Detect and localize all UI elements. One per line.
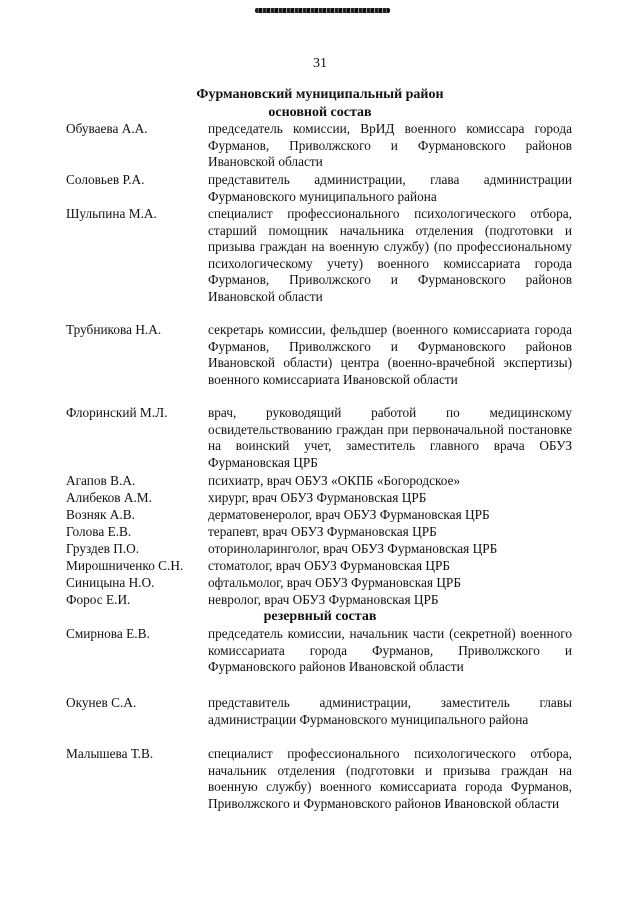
member-entry — [66, 626, 572, 676]
member-name: Алибеков А.М. — [66, 490, 152, 505]
member-entry — [66, 490, 572, 507]
member-role: специалист профессионального психологического отбора, старший помощник начальника отделения (подготовки и призыва граждан на военную службу) (по профессиональному психологическому учету) военного комиссариата города Фурманов, Приволжского и Фурмановского районов Ивановской области — [208, 206, 572, 304]
reserve-section-title: резервный состав — [263, 609, 377, 624]
member-role: врач, руководящий работой по медицинскому освидетельствованию граждан при первоначальной постановке на воинский учет, заместитель главного врача ОБУЗ Фурмановская ЦРБ — [208, 405, 572, 470]
member-entry — [66, 592, 572, 609]
member-name: Мирошниченко С.Н. — [66, 558, 184, 573]
member-name: Возняк А.В. — [66, 507, 135, 522]
main-section-title: основной состав — [268, 105, 372, 120]
member-role: представитель администрации, глава администрации Фурмановского муниципального района — [208, 172, 572, 204]
member-entry — [66, 558, 572, 575]
member-entry — [66, 206, 572, 306]
member-role: терапевт, врач ОБУЗ Фурмановская ЦРБ — [208, 524, 437, 539]
district-title: Фурмановский муниципальный район — [196, 87, 444, 102]
member-role: специалист профессионального психологического отбора, начальник отделения (подготовки и призыва граждан на военную службу) военного комиссариата города Фурманов, Приволжского и Фурмановского районов Ивановской области — [208, 746, 572, 811]
member-entry — [66, 575, 572, 592]
member-role: председатель комиссии, начальник части (секретной) военного комиссариата города Фурманов, Приволжского и Фурмановского районов Ивановской области — [208, 626, 572, 675]
member-role: председатель комиссии, ВрИД военного комиссара города Фурманов, Приволжского и Фурмановского районов Ивановской области — [208, 121, 572, 170]
member-entry — [66, 172, 572, 205]
member-name: Синицына Н.О. — [66, 575, 155, 590]
member-name: Трубникова Н.А. — [66, 322, 162, 337]
member-entry — [66, 695, 572, 728]
member-role: дерматовенеролог, врач ОБУЗ Фурмановская ЦРБ — [208, 507, 490, 522]
member-role: оториноларинголог, врач ОБУЗ Фурмановская ЦРБ — [208, 541, 498, 556]
member-entry — [66, 473, 572, 490]
member-entry — [66, 121, 572, 171]
member-name: Флоринский М.Л. — [66, 405, 168, 420]
member-name: Малышева Т.В. — [66, 746, 154, 761]
member-name: Груздев П.О. — [66, 541, 140, 556]
member-role: представитель администрации, заместитель главы администрации Фурмановского муниципального района — [208, 695, 572, 727]
member-entry — [66, 524, 572, 541]
member-name: Форос Е.И. — [66, 592, 131, 607]
scan-header-mark — [255, 8, 390, 13]
member-role: стоматолог, врач ОБУЗ Фурмановская ЦРБ — [208, 558, 451, 573]
member-entry — [66, 746, 572, 812]
member-name: Шульпина М.А. — [66, 206, 157, 221]
member-role: офтальмолог, врач ОБУЗ Фурмановская ЦРБ — [208, 575, 461, 590]
member-name: Голова Е.В. — [66, 524, 132, 539]
page-number: 31 — [313, 56, 327, 71]
member-name: Окунев С.А. — [66, 695, 137, 710]
member-entry — [66, 541, 572, 558]
member-name: Соловьев Р.А. — [66, 172, 145, 187]
member-name: Обуваева А.А. — [66, 121, 148, 136]
member-role: психиатр, врач ОБУЗ «ОКПБ «Богородское» — [208, 473, 461, 488]
member-role: невролог, врач ОБУЗ Фурмановская ЦРБ — [208, 592, 439, 607]
member-role: секретарь комиссии, фельдшер (военного комиссариата города Фурманов, Приволжского и Фурмановского районов Ивановской области) центра (военно-врачебной экспертизы) военного комиссариата Ивановской области — [208, 322, 572, 387]
member-role: хирург, врач ОБУЗ Фурмановская ЦРБ — [208, 490, 427, 505]
member-name: Агапов В.А. — [66, 473, 136, 488]
member-entry — [66, 405, 572, 471]
member-entry — [66, 322, 572, 388]
member-entry — [66, 507, 572, 524]
member-name: Смирнова Е.В. — [66, 626, 150, 641]
